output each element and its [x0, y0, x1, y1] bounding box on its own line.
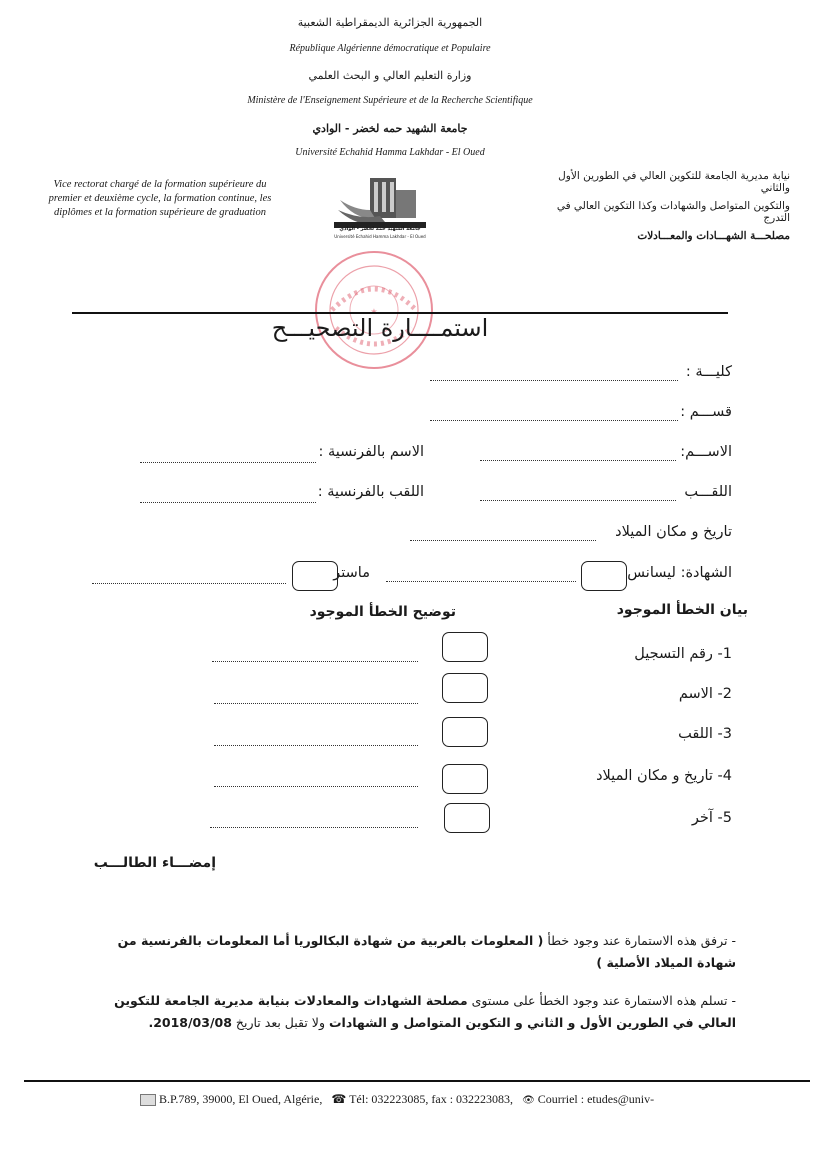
vice-rectorat-text: Vice rectorat chargé de la formation supérieure du premier et deuxième cycle, la formation continue, les diplômes et la formation supérieure de graduation — [48, 179, 272, 218]
note-1 — [88, 930, 736, 974]
error-item-5: 5- آخر — [691, 810, 732, 826]
university-fr: Université Echahid Hamma Lakhdar - El Oued — [295, 147, 485, 158]
department-field[interactable] — [430, 420, 678, 421]
master-checkbox[interactable] — [292, 561, 338, 591]
name-fr-label: الاسم بالفرنسية : — [318, 444, 424, 460]
department-label: قســـم : — [680, 404, 732, 420]
birth-field[interactable] — [410, 540, 596, 541]
licence-field[interactable] — [386, 581, 576, 582]
ministry-fr: Ministère de l'Enseignement Supérieure et de la Recherche Scientifique — [247, 95, 533, 106]
university-logo — [330, 170, 430, 245]
surname-field[interactable] — [480, 500, 676, 501]
footer-phone: Tél: 032223085, fax : 032223083, — [349, 1092, 514, 1106]
university-ar: جامعة الشهيد حمه لخضر - الوادي — [312, 122, 468, 135]
note-2-date: 2018/03/08. — [148, 1015, 232, 1030]
note-1-prefix: - ترفق هذه الاستمارة عند وجود خطأ — [547, 933, 736, 948]
errors-heading: بيان الخطأ الموجود — [616, 602, 748, 618]
error-explain-field-5[interactable] — [210, 827, 418, 828]
right-header-line3: مصلحـــة الشهـــادات والمعـــادلات — [637, 230, 790, 242]
error-checkbox-3[interactable] — [442, 717, 488, 747]
footer — [140, 1092, 760, 1107]
footer-address: B.P.789, 39000, El Oued, Algérie, — [159, 1092, 323, 1106]
error-explain-field-3[interactable] — [214, 745, 418, 746]
degree-label: الشهادة: ليسانس — [627, 565, 732, 581]
error-checkbox-2[interactable] — [442, 673, 488, 703]
note-2 — [88, 990, 736, 1034]
master-label: ماستر — [333, 565, 370, 581]
student-signature-label: إمضـــاء الطالـــب — [93, 855, 216, 871]
master-field[interactable] — [92, 583, 286, 584]
error-explain-field-2[interactable] — [214, 703, 418, 704]
note-1-bold: ( المعلومات بالعربية من شهادة البكالوريا أما المعلومات بالفرنسية من شهادة الميلاد الأصلية ) — [117, 933, 736, 970]
stamp-icon — [312, 248, 436, 372]
note-2-prefix: - تسلم هذه الاستمارة عند وجود الخطأ على مستوى — [471, 993, 736, 1008]
official-stamp — [312, 248, 436, 372]
error-item-4: 4- تاريخ و مكان الميلاد — [596, 768, 732, 784]
error-item-2: 2- الاسم — [678, 686, 732, 702]
right-header-line1: نيابة مديرية الجامعة للتكوين العالي في الطورين الأول والثاني — [558, 170, 790, 194]
faculty-field[interactable] — [430, 380, 678, 381]
right-header-line2: والتكوين المتواصل والشهادات وكذا التكوين العالي في التدرج — [556, 200, 790, 224]
ministry-ar: وزارة التعليم العالي و البحث العلمي — [308, 69, 472, 82]
footer-email: Courriel : etudes@univ- — [537, 1092, 655, 1106]
name-label: الاســـم: — [680, 444, 732, 460]
footer-divider — [24, 1080, 810, 1082]
logo-caption: جامعة الشهيد حمه لخضر - الوادي — [339, 226, 421, 232]
error-checkbox-5[interactable] — [444, 803, 490, 833]
note-2-bold: مصلحة الشهادات والمعادلات بنيابة مديرية الجامعة للتكوين العالي في الطورين الأول و الثاني و التكوين المتواصل و الشهادات — [114, 993, 736, 1030]
name-field[interactable] — [480, 460, 676, 461]
error-checkbox-4[interactable] — [442, 764, 488, 794]
surname-fr-label: اللقب بالفرنسية : — [317, 484, 424, 500]
email-icon: 👁 — [522, 1095, 535, 1106]
explain-heading: توضيح الخطأ الموجود — [309, 604, 456, 620]
birth-label: تاريخ و مكان الميلاد — [615, 524, 732, 540]
error-checkbox-1[interactable] — [442, 632, 488, 662]
note-2-mid: ولا تقبل بعد تاريخ — [235, 1015, 325, 1030]
faculty-label: كليـــة : — [685, 364, 732, 380]
error-explain-field-1[interactable] — [212, 661, 418, 662]
republic-ar: الجمهورية الجزائرية الديمقراطية الشعبية — [297, 16, 483, 29]
error-item-3: 3- اللقب — [678, 726, 732, 742]
error-item-1: 1- رقم التسجيل — [634, 646, 732, 662]
form-title: استمــــارة التصحيـــح — [271, 314, 489, 342]
surname-label: اللقـــب — [684, 484, 732, 500]
logo-caption-fr: Université Echahid Hamma Lakhdar - El Oued — [334, 234, 426, 239]
error-explain-field-4[interactable] — [214, 786, 418, 787]
licence-checkbox[interactable] — [581, 561, 627, 591]
phone-icon: ☎ — [331, 1092, 347, 1106]
surname-fr-field[interactable] — [140, 502, 316, 503]
name-fr-field[interactable] — [140, 462, 316, 463]
republic-fr: République Algérienne démocratique et Populaire — [289, 43, 491, 54]
mail-icon — [140, 1094, 156, 1106]
